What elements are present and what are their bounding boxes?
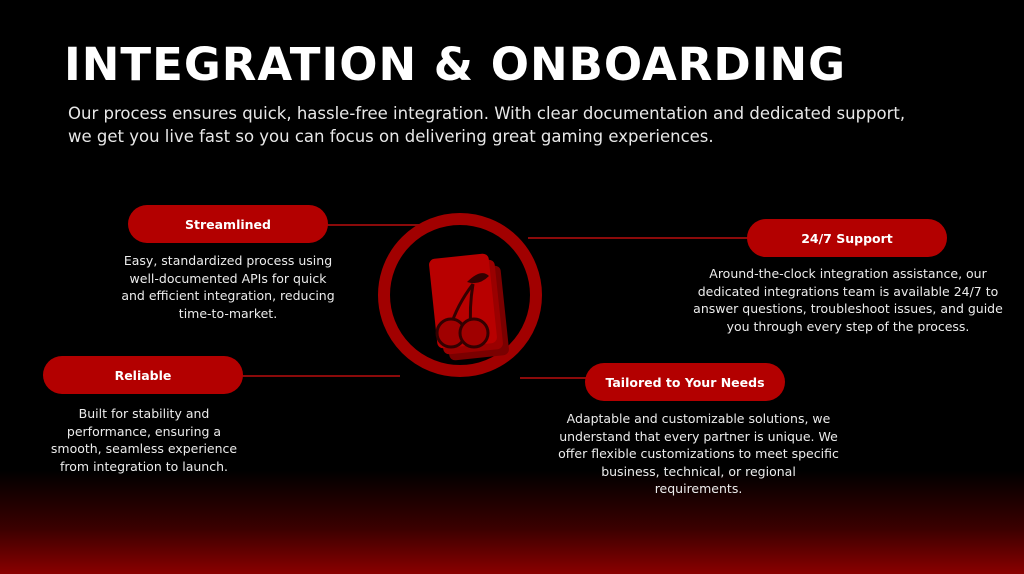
hub-emblem (375, 210, 545, 380)
desc-tailored: Adaptable and customizable solutions, we understand that every partner is unique. We offer flexible customizations to meet specific business, technical, or regional requirements. (558, 411, 839, 496)
pill-reliable: Reliable (43, 356, 243, 394)
intro-text: Our process ensures quick, hassle-free integration. With clear documentation and dedicated support, we get you live fast so you can focus on delivering great gaming experiences. (68, 104, 906, 146)
connector-support (528, 237, 750, 239)
pill-streamlined: Streamlined (128, 205, 328, 243)
desc-support: Around-the-clock integration assistance, our dedicated integrations team is available 24/7 to answer questions, troubleshoot issues, and guide you through every step of the process. (693, 266, 1003, 334)
desc-reliable: Built for stability and performance, ensuring a smooth, seamless experience from integration to launch. (50, 406, 238, 474)
desc-streamlined: Easy, standardized process using well-documented APIs for quick and efficient integration, reducing time-to-market. (121, 253, 335, 321)
playing-cards-cherry-icon (375, 210, 545, 380)
pill-support: 24/7 Support (747, 219, 947, 257)
pill-tailored: Tailored to Your Needs (585, 363, 785, 401)
page-title: INTEGRATION & ONBOARDING (64, 38, 847, 91)
